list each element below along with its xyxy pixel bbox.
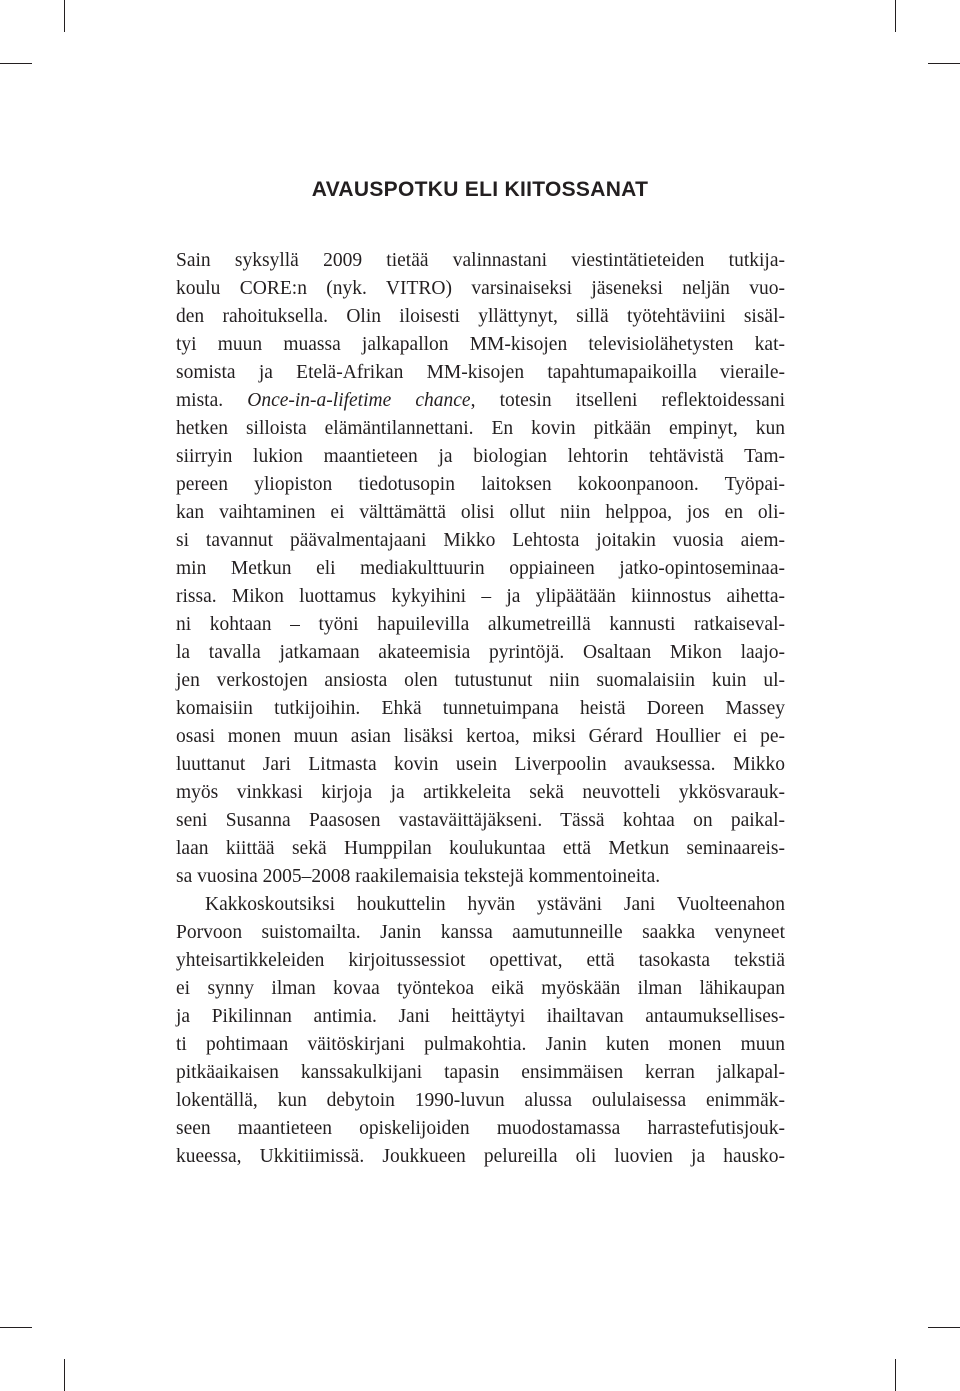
crop-mark-top-right-horizontal: [928, 63, 960, 64]
text-line: siirryin lukion maantieteen ja biologian lehtorin tehtävistä Tam-: [176, 446, 785, 467]
text-line: komaisiin tutkijoihin. Ehkä tunnetuimpana heistä Doreen Massey: [176, 698, 785, 719]
text-line: hetken silloista elämäntilannettani. En kovin pitkään empinyt, kun: [176, 418, 785, 439]
text-line: si tavannut päävalmentajaani Mikko Lehtosta joitakin vuosia aiem-: [176, 530, 785, 551]
paragraph-first-line: Kakkoskoutsiksi houkuttelin hyvän ystäväni Jani Vuolteenahon: [205, 894, 785, 915]
text-line: ni kohtaan – työni hapuilevilla alkumetreillä kannusti ratkaiseval-: [176, 614, 785, 635]
text-line: osasi monen muun asian lisäksi kertoa, miksi Gérard Houllier ei pe-: [176, 726, 785, 747]
text-line: kueessa, Ukkitiimissä. Joukkueen pelureilla oli luovien ja hausko-: [176, 1146, 785, 1167]
text-line: tyi muun muassa jalkapallon MM-kisojen televisiolähetysten kat-: [176, 334, 785, 355]
text-line: pereen yliopiston tiedotusopin laitoksen kokoonpanoon. Työpai-: [176, 474, 785, 495]
crop-mark-bottom-left: [64, 1359, 65, 1391]
text-line: seni Susanna Paasosen vastaväittäjäkseni. Tässä kohtaa on paikal-: [176, 810, 785, 831]
text-line: Porvoon suistomailta. Janin kanssa aamutunneille saakka venyneet: [176, 922, 785, 943]
text-line: seen maantieteen opiskelijoiden muodostamassa harrastefutisjouk-: [176, 1118, 785, 1139]
crop-mark-top-right: [895, 0, 896, 32]
text-fragment: , totesin itselleni reflektoidessani: [470, 390, 785, 411]
crop-mark-bottom-right: [895, 1359, 896, 1391]
text-line: ja Pikilinnan antimia. Jani heittäytyi ihailtavan antaumuksellises-: [176, 1006, 785, 1027]
crop-mark-top-left-horizontal: [0, 63, 32, 64]
text-line: Sain syksyllä 2009 tietää valinnastani viestintätieteiden tutkija-: [176, 250, 785, 271]
crop-mark-bottom-right-horizontal: [928, 1327, 960, 1328]
chapter-heading: AVAUSPOTKU ELI KIITOSSANAT: [311, 178, 649, 201]
text-line: pitkäaikaisen kanssakulkijani tapasin ensimmäisen kerran jalkapal-: [176, 1062, 785, 1083]
emphasized-phrase: Once-in-a-lifetime chance: [247, 390, 471, 411]
text-line: myös vinkkasi kirjoja ja artikkeleita sekä neuvotteli ykkösvarauk-: [176, 782, 785, 803]
text-line: den rahoituksella. Olin iloisesti yllättynyt, sillä työtehtäviini sisäl-: [176, 306, 785, 327]
crop-mark-bottom-left-horizontal: [0, 1327, 32, 1328]
text-line: koulu CORE:n (nyk. VITRO) varsinaiseksi jäseneksi neljän vuo-: [176, 278, 785, 299]
text-fragment: mista.: [176, 390, 224, 411]
paragraph-last-line: sa vuosina 2005–2008 raakilemaisia tekstejä kommentoineita.: [176, 866, 661, 887]
text-line: lokentällä, kun debytoin 1990-luvun alussa oululaisessa enimmäk-: [176, 1090, 785, 1111]
text-line: yhteisartikkeleiden kirjoitussessiot opettivat, että tasokasta tekstiä: [176, 950, 785, 971]
body-text: [176, 247, 785, 1171]
text-line-with-emphasis: [176, 387, 785, 415]
text-line: somista ja Etelä-Afrikan MM-kisojen tapahtumapaikoilla vieraile-: [176, 362, 785, 383]
text-line: laan kiittää sekä Humppilan koulukuntaa että Metkun seminaareis-: [176, 838, 785, 859]
text-line: jen verkostojen ansiosta olen tutustunut niin suomalaisiin kuin ul-: [176, 670, 785, 691]
text-line: la tavalla jatkamaan akateemisia pyrintöjä. Osaltaan Mikon laajo-: [176, 642, 785, 663]
text-line: ei synny ilman kovaa työntekoa eikä myöskään ilman lähikaupan: [176, 978, 785, 999]
text-line: luuttanut Jari Litmasta kovin usein Liverpoolin avauksessa. Mikko: [176, 754, 785, 775]
text-line: ti pohtimaan väitöskirjani pulmakohtia. Janin kuten monen muun: [176, 1034, 785, 1055]
text-line: min Metkun eli mediakulttuurin oppiaineen jatko-opintoseminaa-: [176, 558, 785, 579]
crop-mark-top-left: [64, 0, 65, 32]
text-line: kan vaihtaminen ei välttämättä olisi ollut niin helppoa, jos en oli-: [176, 502, 785, 523]
text-line: rissa. Mikon luottamus kykyihini – ja ylipäätään kiinnostus aihetta-: [176, 586, 785, 607]
